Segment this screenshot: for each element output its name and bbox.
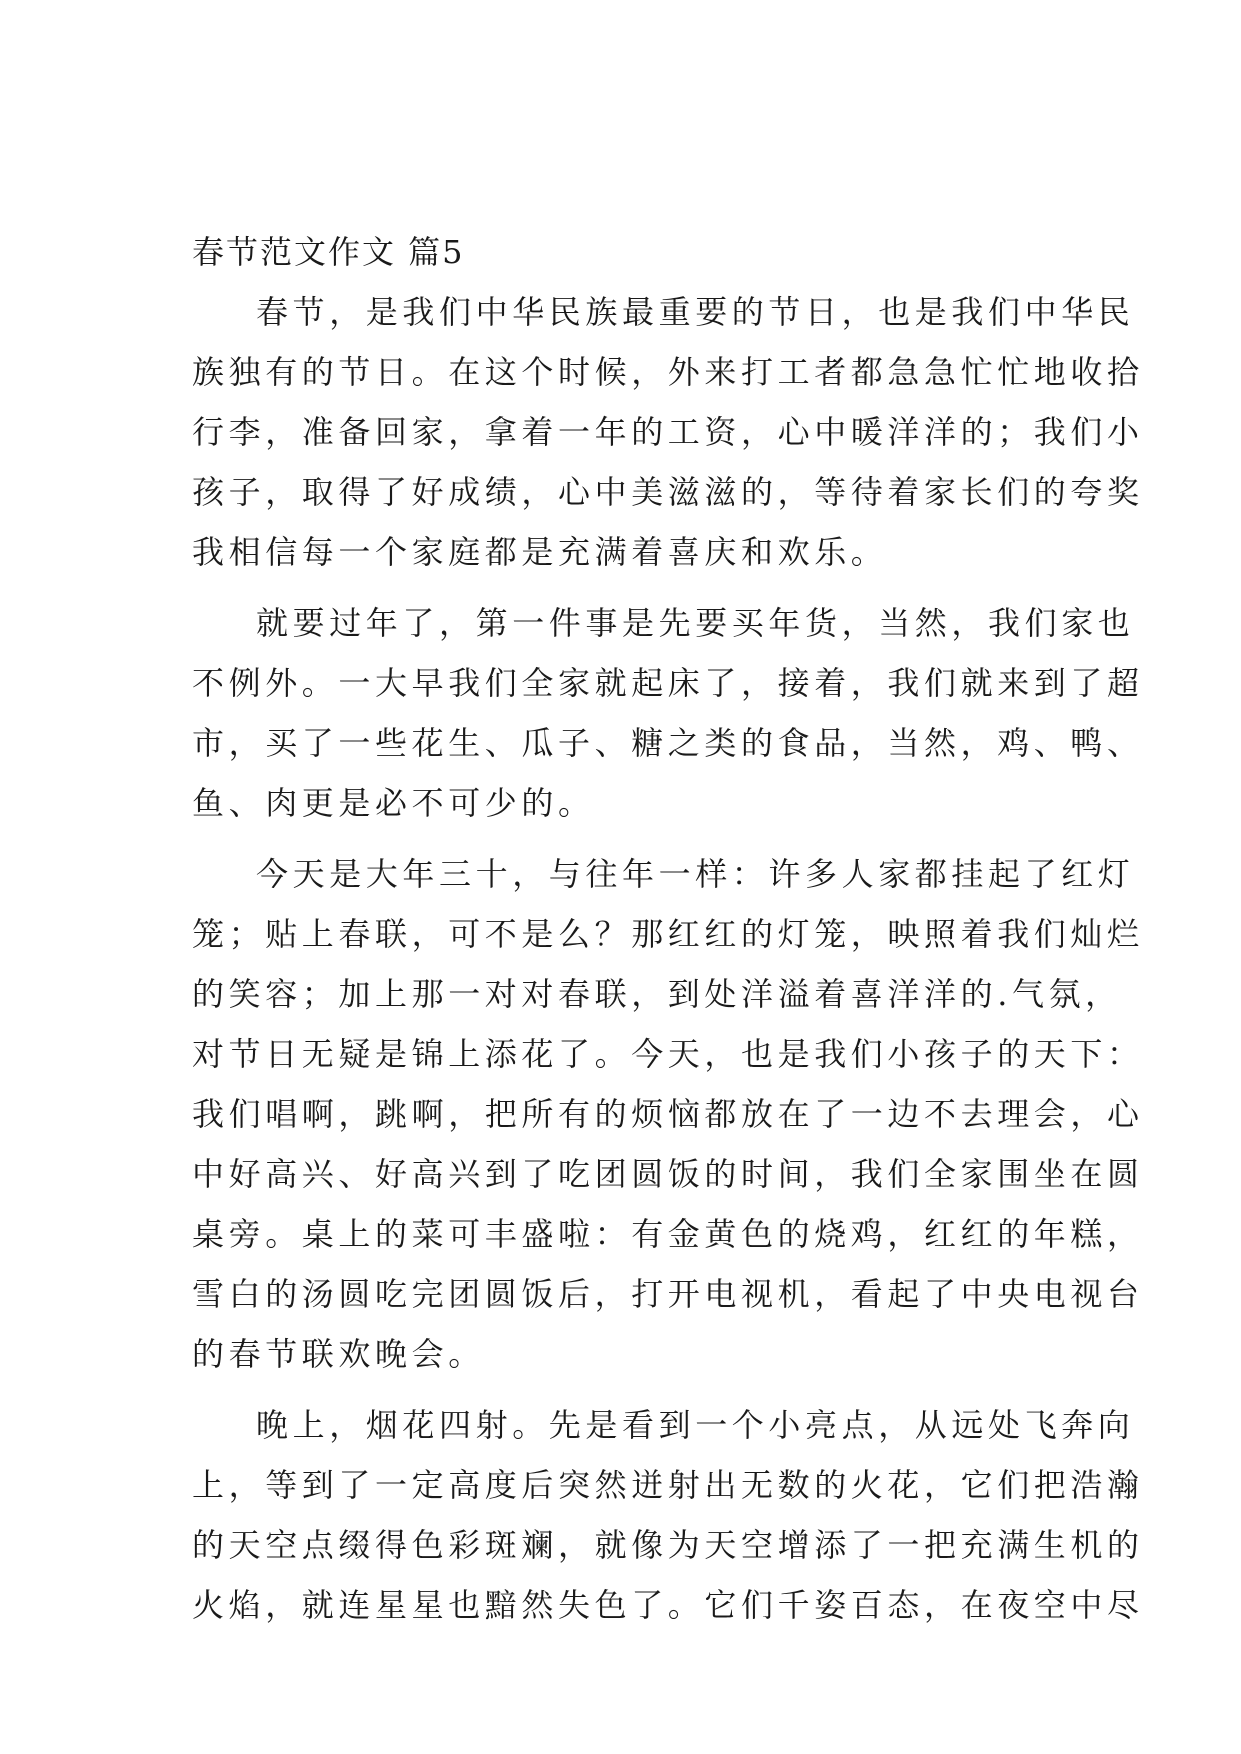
- document-body: [192, 222, 1144, 1646]
- text-line: 火焰，就连星星也黯然失色了。它们千姿百态，在夜空中尽: [192, 1586, 1144, 1624]
- text-line: 的天空点缀得色彩斑斓，就像为天空增添了一把充满生机的: [192, 1526, 1144, 1564]
- paragraph-2: [192, 593, 1144, 833]
- text-line: 春节，是我们中华民族最重要的节日，也是我们中华民: [256, 293, 1135, 331]
- paragraph-1: [192, 282, 1144, 582]
- text-line: 对节日无疑是锦上添花了。今天，也是我们小孩子的天下：: [192, 1035, 1144, 1073]
- text-line: 市，买了一些花生、瓜子、糖之类的食品，当然，鸡、鸭、: [192, 724, 1144, 762]
- text-line: 我们唱啊，跳啊，把所有的烦恼都放在了一边不去理会，心: [192, 1095, 1144, 1133]
- paragraph-3: [192, 844, 1144, 1384]
- text-line: 不例外。一大早我们全家就起床了，接着，我们就来到了超: [192, 664, 1144, 702]
- text-line: 我相信每一个家庭都是充满着喜庆和欢乐。: [192, 533, 888, 571]
- text-line: 的春节联欢晚会。: [192, 1335, 485, 1373]
- text-line: 族独有的节日。在这个时候，外来打工者都急急忙忙地收拾: [192, 353, 1144, 391]
- text-line: 晚上，烟花四射。先是看到一个小亮点，从远处飞奔向: [256, 1406, 1135, 1444]
- text-line: 的笑容；加上那一对对春联，到处洋溢着喜洋洋的.气氛，: [192, 975, 1122, 1013]
- text-line: 笼；贴上春联，可不是么？那红红的灯笼，映照着我们灿烂: [192, 915, 1144, 953]
- text-line: 行李，准备回家，拿着一年的工资，心中暖洋洋的；我们小: [192, 413, 1144, 451]
- paragraph-4: [192, 1395, 1144, 1635]
- text-line: 孩子，取得了好成绩，心中美滋滋的，等待着家长们的夸奖: [192, 473, 1144, 511]
- text-line: 中好高兴、好高兴到了吃团圆饭的时间，我们全家围坐在圆: [192, 1155, 1144, 1193]
- text-line: 桌旁。桌上的菜可丰盛啦：有金黄色的烧鸡，红红的年糕，: [192, 1215, 1144, 1253]
- text-line: 就要过年了，第一件事是先要买年货，当然，我们家也: [256, 604, 1135, 642]
- text-line: 今天是大年三十，与往年一样：许多人家都挂起了红灯: [256, 855, 1135, 893]
- document-title: 春节范文作文 篇5: [192, 233, 465, 271]
- text-line: 上，等到了一定高度后突然迸射出无数的火花，它们把浩瀚: [192, 1466, 1144, 1504]
- text-line: 雪白的汤圆吃完团圆饭后，打开电视机，看起了中央电视台: [192, 1275, 1144, 1313]
- text-line: 鱼、肉更是必不可少的。: [192, 784, 595, 822]
